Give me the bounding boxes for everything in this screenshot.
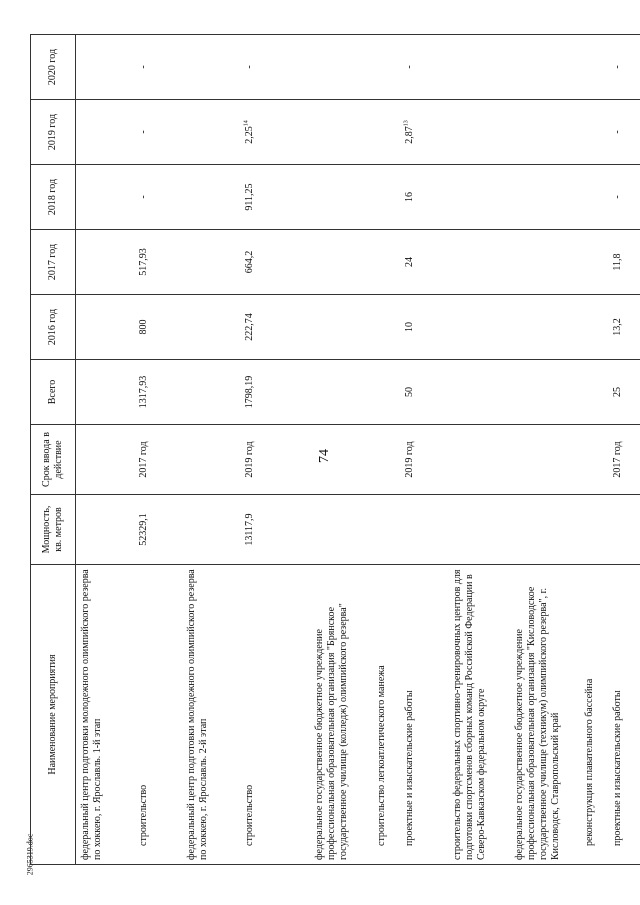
table-cell-term: [310, 425, 372, 495]
table-cell-y2016: [134, 295, 182, 360]
cell-value: 664,2: [243, 250, 255, 274]
table-cell-name: [310, 565, 372, 865]
cell-value: 25: [611, 387, 623, 397]
table-cell-y2016: [240, 295, 310, 360]
header-capacity: Мощность, кв. метров: [31, 495, 76, 565]
cell-value: -: [137, 195, 149, 199]
table-cell-capacity: [608, 495, 640, 565]
table-body: [76, 35, 640, 865]
table-cell-y2019: [240, 100, 310, 165]
table-cell-y2019: [400, 100, 448, 165]
header-name: Наименование мероприятия: [31, 565, 76, 865]
table-cell-y2018: [240, 165, 310, 230]
table-cell-y2018: [310, 165, 372, 230]
table-cell-name: [240, 565, 310, 865]
table-cell-term: [372, 425, 400, 495]
rotated-table-container: [30, 35, 623, 865]
header-2020: 2020 год: [31, 35, 76, 100]
header-2017: 2017 год: [31, 230, 76, 295]
table-row: [240, 35, 310, 865]
table-cell-y2020: [240, 35, 310, 100]
table-row: [580, 35, 608, 865]
footnote-marker: 14: [243, 120, 250, 127]
table-row: [448, 35, 510, 865]
table-cell-capacity: [240, 495, 310, 565]
table-cell-y2016: [608, 295, 640, 360]
header-total: Всего: [31, 360, 76, 425]
cell-value: 517,93: [137, 248, 149, 276]
table-cell-y2019: [608, 100, 640, 165]
table-cell-term: [182, 425, 240, 495]
table-cell-total: [448, 360, 510, 425]
table-cell-term: [448, 425, 510, 495]
table-cell-y2020: [76, 35, 134, 100]
header-term: Срок ввода в действие: [31, 425, 76, 495]
cell-value: 11,8: [611, 253, 623, 271]
cell-value: 2019 год: [403, 441, 415, 478]
page-number: 74: [317, 449, 332, 463]
cell-value: 1798,19: [243, 375, 255, 409]
table-cell-total: [372, 360, 400, 425]
table-cell-y2016: [372, 295, 400, 360]
table-cell-y2017: [182, 230, 240, 295]
cell-value: 13117,9: [243, 513, 255, 546]
table-cell-capacity: [134, 495, 182, 565]
cell-value: -: [243, 65, 255, 69]
table-cell-y2018: [580, 165, 608, 230]
cell-value: 50: [403, 387, 415, 397]
header-2019: 2019 год: [31, 100, 76, 165]
table-cell-total: [510, 360, 580, 425]
table-cell-name: [448, 565, 510, 865]
table-cell-total: [400, 360, 448, 425]
cell-value: строительство легкоатлетического манежа: [375, 665, 387, 846]
table-cell-y2017: [372, 230, 400, 295]
table-cell-y2018: [134, 165, 182, 230]
table-cell-y2018: [372, 165, 400, 230]
cell-value: 800: [137, 319, 149, 335]
cell-value: реконструкция плавательного бассейна: [583, 678, 595, 846]
table-cell-y2017: [310, 230, 372, 295]
table-cell-capacity: [310, 495, 372, 565]
table-cell-term: [510, 425, 580, 495]
table-row: [510, 35, 580, 865]
table-cell-y2019: [310, 100, 372, 165]
table-cell-y2018: [510, 165, 580, 230]
table-cell-total: [182, 360, 240, 425]
cell-value: 10: [403, 322, 415, 332]
table-header-row: [31, 35, 76, 865]
table-row: [76, 35, 134, 865]
table-cell-name: [76, 565, 134, 865]
table-row: [372, 35, 400, 865]
table-cell-capacity: [372, 495, 400, 565]
cell-value: 1317,93: [137, 375, 149, 409]
table-cell-y2018: [182, 165, 240, 230]
cell-value: 222,74: [243, 313, 255, 341]
table-cell-y2017: [608, 230, 640, 295]
table-cell-term: [580, 425, 608, 495]
table-cell-total: [580, 360, 608, 425]
table-cell-capacity: [510, 495, 580, 565]
cell-value: строительство федеральных спортивно-тренировочных центров для подготовки спортсменов сборных команд Российской Федерации в Северо-Кавказском федеральном округе: [451, 569, 487, 860]
table-cell-term: [608, 425, 640, 495]
table-cell-name: [372, 565, 400, 865]
header-2016: 2016 год: [31, 295, 76, 360]
table-cell-name: [580, 565, 608, 865]
table-cell-y2018: [76, 165, 134, 230]
table-cell-capacity: [580, 495, 608, 565]
table-cell-y2017: [580, 230, 608, 295]
table-cell-name: [182, 565, 240, 865]
table-cell-y2020: [182, 35, 240, 100]
table-cell-y2020: [580, 35, 608, 100]
table-cell-capacity: [400, 495, 448, 565]
header-2018: 2018 год: [31, 165, 76, 230]
table-row: [608, 35, 640, 865]
cell-value: строительство: [243, 784, 255, 846]
table-cell-total: [134, 360, 182, 425]
table-cell-y2017: [448, 230, 510, 295]
table-cell-y2016: [580, 295, 608, 360]
cell-value: проектные и изыскательские работы: [611, 690, 623, 846]
table-cell-total: [310, 360, 372, 425]
cell-value: 13,2: [611, 318, 623, 336]
cell-value: 24: [403, 257, 415, 267]
cell-value: 2017 год: [611, 441, 623, 478]
table-cell-y2020: [510, 35, 580, 100]
table-cell-total: [76, 360, 134, 425]
table-cell-term: [400, 425, 448, 495]
table-cell-y2017: [510, 230, 580, 295]
cell-value: 2019 год: [243, 441, 255, 478]
cell-value: 911,25: [243, 183, 255, 211]
table-cell-y2020: [608, 35, 640, 100]
cell-value: -: [611, 65, 623, 69]
table-cell-y2017: [76, 230, 134, 295]
table-cell-y2018: [400, 165, 448, 230]
footnote-marker: 13: [403, 120, 410, 127]
table-cell-y2018: [448, 165, 510, 230]
table-cell-name: [608, 565, 640, 865]
table-cell-y2016: [310, 295, 372, 360]
table-cell-term: [134, 425, 182, 495]
funding-table: [30, 34, 640, 865]
table-cell-y2019: [580, 100, 608, 165]
table-cell-y2019: [134, 100, 182, 165]
cell-value: 2,25: [243, 126, 255, 144]
cell-value: 16: [403, 192, 415, 202]
table-cell-y2016: [182, 295, 240, 360]
table-cell-y2019: [372, 100, 400, 165]
table-cell-term: [240, 425, 310, 495]
table-cell-y2016: [510, 295, 580, 360]
table-cell-total: [608, 360, 640, 425]
table-row: [182, 35, 240, 865]
table-cell-y2019: [76, 100, 134, 165]
cell-value: 2,87: [403, 126, 415, 144]
table-cell-y2017: [240, 230, 310, 295]
cell-value: федеральное государственное бюджетное учреждение профессиональная образовательная организация "Кисловодское государственное училище (техникум) олимпийского резерва", г. Кисловодск, Ставропольский край: [513, 586, 561, 860]
cell-value: 2017 год: [137, 441, 149, 478]
table-cell-y2019: [448, 100, 510, 165]
table-cell-term: [76, 425, 134, 495]
table-cell-y2019: [182, 100, 240, 165]
table-cell-y2020: [448, 35, 510, 100]
table-cell-y2016: [448, 295, 510, 360]
cell-value: проектные и изыскательские работы: [403, 690, 415, 846]
table-cell-name: [134, 565, 182, 865]
table-cell-capacity: [448, 495, 510, 565]
cell-value: -: [611, 195, 623, 199]
cell-value: федеральный центр подготовки молодежного олимпийского резерва по хоккею, г. Ярославль. 1-й этап: [80, 569, 103, 860]
table-row: [134, 35, 182, 865]
table-cell-y2020: [310, 35, 372, 100]
cell-value: федеральное государственное бюджетное учреждение профессиональная образовательная организация "Брянское государственное училище (колледж) олимпийского резерва": [313, 603, 349, 860]
table-cell-y2020: [372, 35, 400, 100]
cell-value: строительство: [137, 784, 149, 846]
table-cell-y2020: [134, 35, 182, 100]
table-cell-y2020: [400, 35, 448, 100]
cell-value: -: [137, 130, 149, 134]
cell-value: -: [137, 65, 149, 69]
table-cell-total: [240, 360, 310, 425]
cell-value: 52329,1: [137, 513, 149, 546]
table-cell-y2016: [76, 295, 134, 360]
table-cell-capacity: [76, 495, 134, 565]
table-cell-name: [400, 565, 448, 865]
table-row: [310, 35, 372, 865]
table-cell-y2016: [400, 295, 448, 360]
table-cell-name: [510, 565, 580, 865]
table-cell-y2017: [400, 230, 448, 295]
cell-value: федеральный центр подготовки молодежного олимпийского резерва по хоккею, г. Ярославль. 2-й этап: [185, 569, 209, 860]
table-cell-capacity: [182, 495, 240, 565]
table-cell-y2018: [608, 165, 640, 230]
cell-value: -: [611, 130, 623, 134]
table-row: [400, 35, 448, 865]
cell-value: -: [403, 65, 415, 69]
document-code: 2965319.doc: [25, 833, 35, 876]
table-cell-y2017: [134, 230, 182, 295]
table-cell-y2019: [510, 100, 580, 165]
